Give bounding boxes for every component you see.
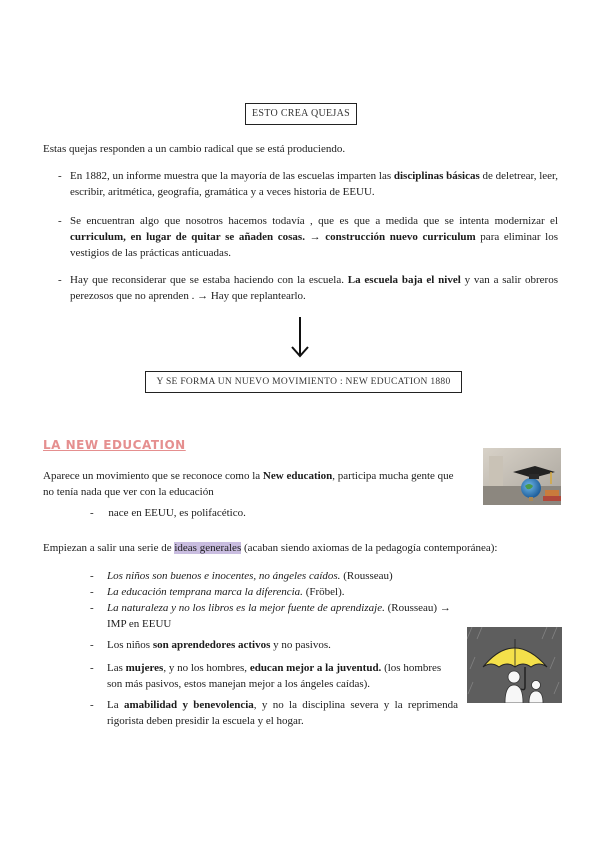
list-item-bold: construcción nuevo curriculum bbox=[325, 231, 476, 243]
list-dash: - bbox=[58, 215, 62, 227]
p2-text-a: Aparece un movimiento que se reconoce como la bbox=[43, 470, 263, 482]
list-item-text: de deletrear, leer, escribir, aritmética, geografía, gramática y a veces historia de EEUU. bbox=[70, 170, 559, 198]
idea-item bbox=[90, 600, 458, 632]
idea-dash: - bbox=[90, 602, 94, 614]
idea-text: , y no los hombres, bbox=[163, 662, 250, 674]
idea-item bbox=[90, 697, 458, 729]
list-item-bold: La escuela baja el nivel bbox=[347, 274, 461, 286]
graduation-globe-image bbox=[483, 448, 561, 505]
idea-item bbox=[90, 637, 458, 653]
idea-rest: (Rousseau) bbox=[340, 570, 393, 582]
idea-dash: - bbox=[90, 639, 94, 651]
idea-item bbox=[90, 584, 458, 600]
list-item-bold: curriculum, en lugar de quitar se añaden cosas. bbox=[70, 231, 305, 243]
idea-text: La bbox=[107, 699, 124, 711]
idea-bold: amabilidad y benevolencia bbox=[123, 699, 254, 711]
heading-box-quejas: ESTO CREA QUEJAS bbox=[245, 103, 357, 125]
idea-dash: - bbox=[90, 570, 94, 582]
list-item-text: En 1882, un informe muestra que la mayoría de las escuelas imparten las bbox=[70, 170, 394, 182]
paragraph-ideas bbox=[43, 540, 563, 556]
idea-bold: mujeres bbox=[125, 662, 164, 674]
list-item-text: y van a salir obreros perezosos que no aprenden . → Hay que replantearlo. bbox=[70, 274, 558, 302]
sub-item bbox=[90, 505, 390, 521]
sub-item-text: nace en EEUU, es polifacético. bbox=[108, 507, 246, 519]
idea-text: , y no la disciplina severa y la reprimenda rigorista deben presidir la escuela y el hogar. bbox=[107, 699, 458, 727]
list-item bbox=[58, 213, 558, 261]
idea-text: (los hombres son más pasivos, estos manejan mejor a los ángeles caídas). bbox=[107, 662, 442, 690]
idea-italic: La educación temprana marca la diferencia. bbox=[107, 586, 303, 598]
list-item-text: Hay que reconsiderar que se estaba haciendo con la escuela. bbox=[70, 274, 348, 286]
p2-bold: New education bbox=[262, 470, 333, 482]
list-item-text: → bbox=[304, 231, 326, 243]
idea-dash: - bbox=[90, 662, 94, 674]
section-title: LA NEW EDUCATION bbox=[43, 438, 186, 452]
p3-text-a: Empiezan a salir una serie de bbox=[43, 542, 175, 554]
umbrella-family-image bbox=[467, 627, 562, 703]
p2-text-c: , participa mucha gente que no tenía nada que ver con la educación bbox=[43, 470, 454, 498]
idea-item bbox=[90, 660, 458, 692]
idea-text: Las bbox=[107, 662, 126, 674]
list-item bbox=[58, 168, 558, 200]
idea-bold: educan mejor a la juventud. bbox=[249, 662, 382, 674]
idea-rest: (Rousseau) → bbox=[384, 602, 451, 614]
list-dash: - bbox=[58, 274, 62, 286]
idea-italic: La naturaleza y no los libros es la mejor fuente de aprendizaje. bbox=[107, 602, 385, 614]
paragraph-new-education bbox=[43, 468, 463, 500]
list-item-text: Se encuentran algo que nosotros hacemos todavía , que es que a medida que se intenta modernizar el bbox=[70, 215, 558, 227]
idea-item bbox=[90, 568, 458, 584]
idea-dash: - bbox=[90, 586, 94, 598]
idea-bold: son aprendedores activos bbox=[152, 639, 271, 651]
sub-dash: - bbox=[90, 507, 94, 519]
idea-italic: Los niños son buenos e inocentes, no ángeles caídos. bbox=[107, 570, 341, 582]
heading-box-new-education: Y SE FORMA UN NUEVO MOVIMIENTO : NEW EDUCATION 1880 bbox=[145, 371, 462, 393]
list-item-bold: disciplinas básicas bbox=[393, 170, 480, 182]
p3-highlight: ideas generales bbox=[174, 542, 242, 554]
list-item bbox=[58, 272, 558, 304]
idea-dash: - bbox=[90, 699, 94, 711]
idea-rest: (Fröbel). bbox=[302, 586, 345, 598]
idea-line2: IMP en EEUU bbox=[107, 618, 172, 630]
intro-paragraph: Estas quejas responden a un cambio radical que se está produciendo. bbox=[43, 143, 346, 155]
list-item-text: para eliminar los vestigios de las prácticas anticuadas. bbox=[70, 231, 558, 259]
idea-text: y no pasivos. bbox=[270, 639, 331, 651]
down-arrow-icon bbox=[288, 315, 312, 359]
list-dash: - bbox=[58, 170, 62, 182]
p3-text-c: (acaban siendo axiomas de la pedagogía contemporánea): bbox=[241, 542, 498, 554]
idea-text: Los niños bbox=[107, 639, 153, 651]
